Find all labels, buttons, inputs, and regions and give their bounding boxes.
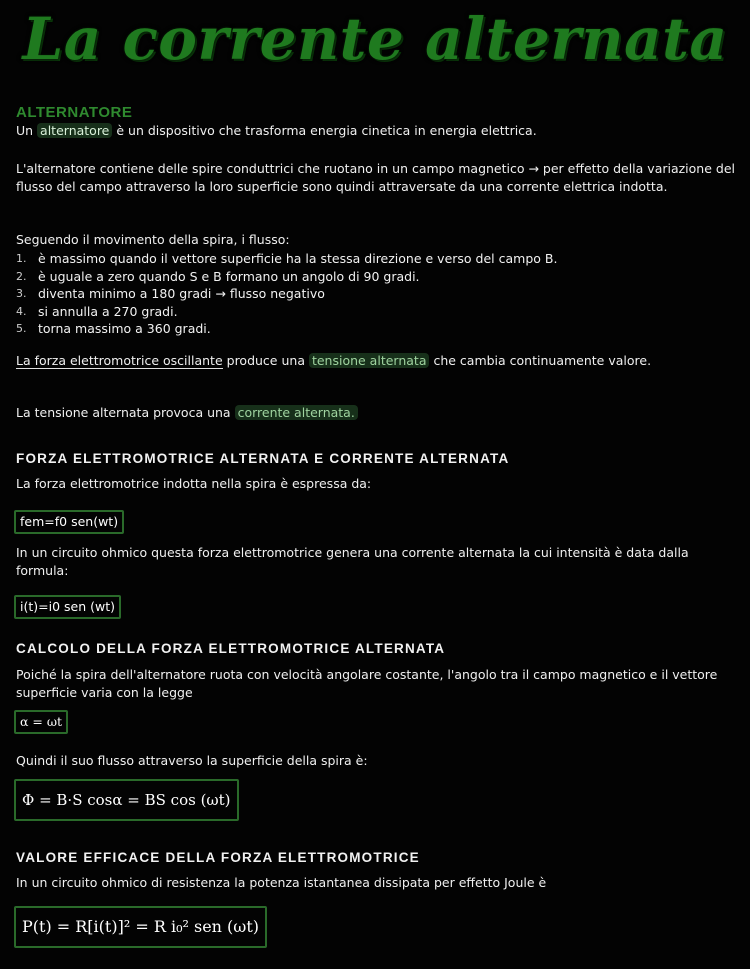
list-text: è massimo quando il vettore superficie ha la stessa direzione e verso del campo B. (38, 251, 558, 266)
formula-corrente: i(t)=i0 sen (wt) (14, 595, 121, 619)
highlight-corrente: corrente alternata. (235, 405, 358, 420)
heading-calcolo: CALCOLO DELLA FORZA ELETTROMOTRICE ALTERNATA (16, 641, 446, 656)
list-text: torna massimo a 360 gradi. (38, 321, 211, 336)
heading-valore-efficace: VALORE EFFICACE DELLA FORZA ELETTROMOTRICE (16, 850, 420, 865)
formula-potenza: P(t) = R[i(t)]² = R i₀² sen (ωt) (14, 906, 267, 948)
corrente-paragraph: La tensione alternata provoca una corrente alternata. (16, 404, 736, 422)
fem-oscillante-paragraph: La forza elettromotrice oscillante produce una tensione alternata che cambia continuamente valore. (16, 353, 652, 368)
flux-intro: Seguendo il movimento della spira, i flusso: (16, 232, 290, 247)
page-title: La corrente alternata (22, 5, 728, 73)
list-text: è uguale a zero quando S e B formano un angolo di 90 gradi. (38, 268, 420, 284)
highlight-tensione: tensione alternata (309, 353, 430, 368)
list-number: 4. (16, 304, 27, 318)
efficace-paragraph: In un circuito ohmico di resistenza la potenza istantanea dissipata per effetto Joule è (16, 875, 547, 890)
fem-paragraph: La forza elettromotrice indotta nella spira è espressa da: (16, 476, 372, 491)
list-number: 1. (16, 252, 27, 265)
formula-angolo: α = ωt (14, 710, 68, 734)
flusso-paragraph: Quindi il suo flusso attraverso la superficie della spira è: (16, 753, 368, 768)
alternatore-description: L'alternatore contiene delle spire conduttrici che ruotano in un campo magnetico → per effetto della variazione del flusso del campo attraverso la loro superficie sono quindi attraversate da una corrente elettrica indotta. (16, 161, 735, 194)
circuito-paragraph: In un circuito ohmico questa forza elettromotrice genera una corrente alternata la cui intensità è data dalla formula: (16, 545, 689, 578)
flux-list-item (16, 250, 557, 268)
flux-list-item (16, 320, 557, 338)
heading-fem-alternata: FORZA ELETTROMOTRICE ALTERNATA E CORRENTE ALTERNATA (16, 451, 510, 466)
flux-list-item (16, 303, 557, 321)
list-text: diventa minimo a 180 gradi → flusso negativo (38, 286, 325, 301)
list-text: si annulla a 270 gradi. (38, 303, 178, 319)
formula-fem: fem=f0 sen(wt) (14, 510, 124, 534)
formula-flusso: Φ = B·S cosα = BS cos (ωt) (14, 779, 239, 821)
heading-alternatore: ALTERNATORE (16, 104, 133, 121)
alternatore-intro: Un alternatore è un dispositivo che trasforma energia cinetica in energia elettrica. (16, 123, 537, 138)
highlight-alternatore: alternatore (37, 123, 112, 138)
calcolo-paragraph: Poiché la spira dell'alternatore ruota con velocità angolare costante, l'angolo tra il campo magnetico e il vettore superficie varia con la legge (16, 667, 718, 700)
flux-list-item (16, 285, 557, 303)
flux-list-item (16, 268, 557, 286)
list-number: 5. (16, 322, 27, 335)
list-number: 2. (16, 269, 27, 283)
flux-list (16, 250, 557, 338)
list-number: 3. (16, 287, 27, 300)
